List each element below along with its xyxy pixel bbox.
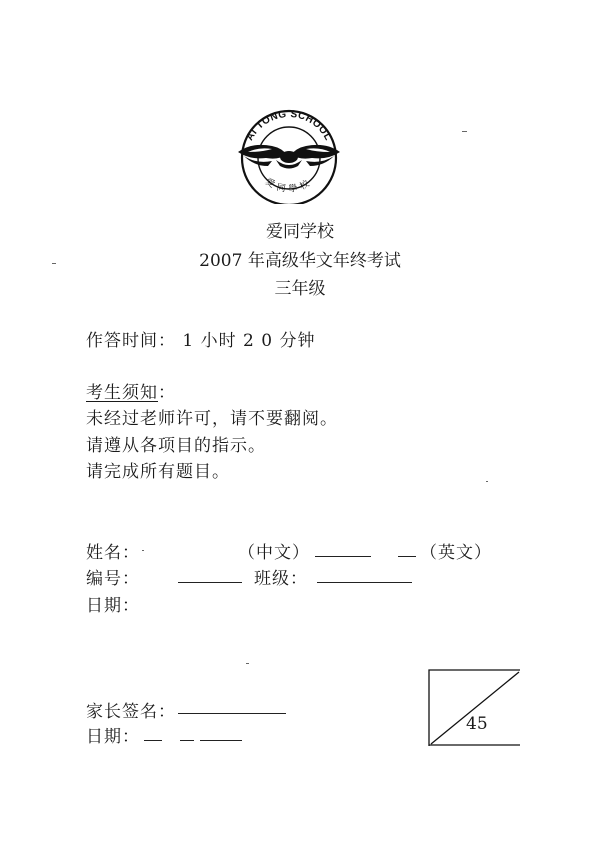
notice-heading-text: 考生须知: [86, 383, 158, 403]
name-english-line-b[interactable]: [398, 556, 416, 557]
notice-line-1: 未经过老师许可，请不要翻阅。: [86, 409, 338, 429]
number-line[interactable]: [178, 582, 242, 583]
class-label: 班级：: [254, 569, 308, 589]
scan-speck: [486, 481, 488, 482]
grade-label: 三年级: [274, 279, 326, 299]
parent-date-line-c[interactable]: [200, 740, 242, 741]
notice-heading: [86, 378, 176, 403]
parent-date-label: 日期：: [86, 727, 140, 747]
date-label: 日期：: [86, 596, 140, 616]
svg-text:愛同學校: [263, 175, 314, 195]
notice-line-2: 请遵从各项目的指示。: [86, 436, 266, 456]
name-english-line-a[interactable]: [315, 556, 371, 557]
parent-signature-line[interactable]: [178, 713, 286, 714]
logo-bottom-text: 愛同學校: [263, 177, 315, 196]
notice-line-3: 请完成所有题目。: [86, 462, 230, 482]
exam-time: 作答时间： 1 小时 2 0 分钟: [86, 331, 316, 351]
chinese-suffix: （中文）: [238, 543, 310, 563]
school-logo: [232, 108, 346, 204]
class-line[interactable]: [317, 582, 412, 583]
scan-speck: [52, 263, 56, 264]
score-total: 45: [466, 714, 488, 734]
number-label: 编号：: [86, 569, 140, 589]
name-label: 姓名：: [86, 543, 140, 563]
logo-top-text: AI TONG SCHOOL: [244, 108, 334, 143]
notice-heading-colon: ：: [158, 383, 176, 403]
school-name: 爱同学校: [266, 222, 334, 242]
scan-speck: [246, 663, 249, 664]
score-box: [428, 668, 522, 748]
scan-speck: [142, 550, 144, 551]
exam-title: 2007 年高级华文年终考试: [199, 251, 401, 271]
svg-text:AI TONG SCHOOL: [244, 109, 333, 143]
parent-date-line-a[interactable]: [144, 740, 162, 741]
wings-emblem-icon: [238, 145, 340, 169]
english-suffix: （英文）: [420, 543, 492, 563]
parent-date-line-b[interactable]: [180, 740, 194, 741]
scan-speck: [462, 131, 467, 132]
parent-signature-label: 家长签名：: [86, 702, 176, 722]
